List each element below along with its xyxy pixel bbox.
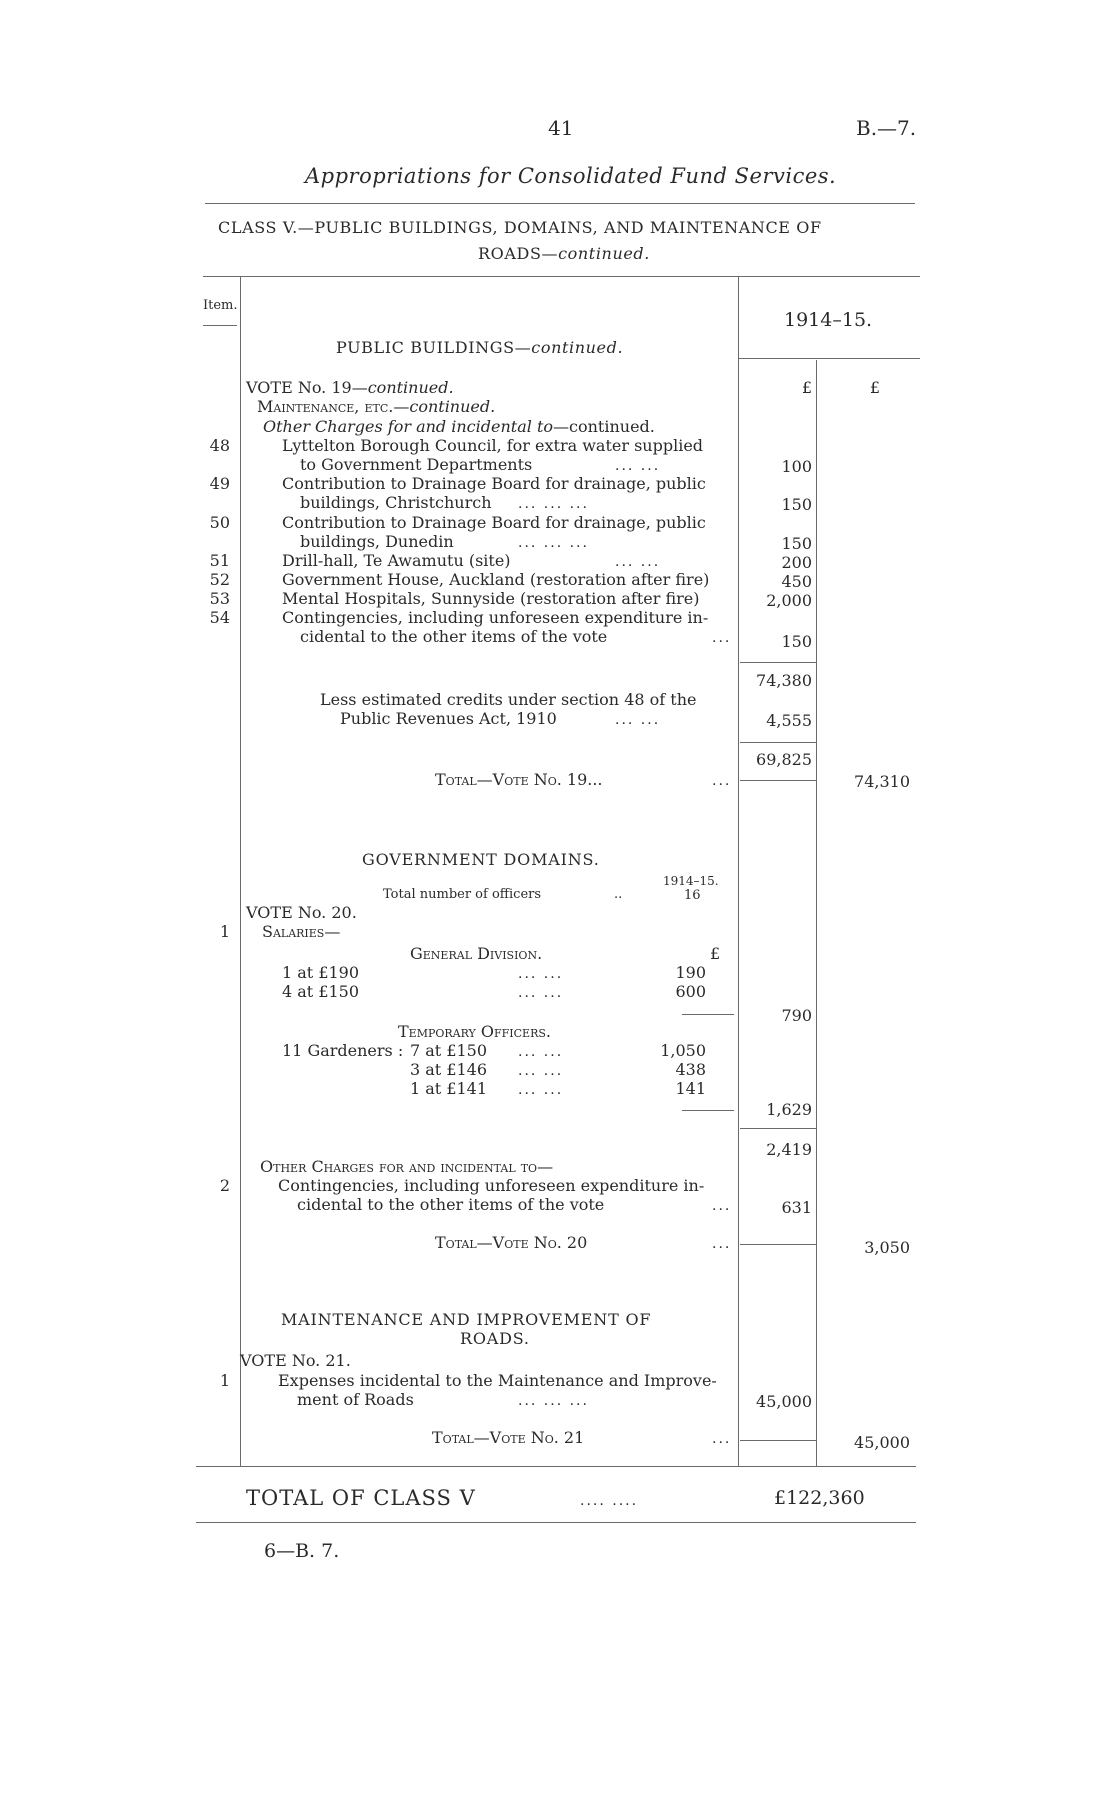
vote-20-heading: VOTE No. 20. bbox=[246, 903, 357, 922]
other-charges-tail: —continued. bbox=[553, 417, 655, 436]
officers-leader: .. bbox=[614, 887, 623, 902]
vote-19-total-rule bbox=[740, 780, 816, 781]
item-51-line1: Drill-hall, Te Awamutu (site) bbox=[282, 551, 511, 570]
item-54-line1: Contingencies, including unforeseen expenditure in- bbox=[282, 608, 709, 627]
vote-19-total-label: Total—Vote No. 19... bbox=[435, 770, 603, 789]
item-column-header: Item. bbox=[203, 298, 238, 313]
general-row-1-leader: ... ... bbox=[518, 966, 564, 982]
maintenance-main: Maintenance, etc.— bbox=[257, 397, 410, 416]
year-column-header: 1914–15. bbox=[784, 309, 873, 331]
signature-mark: 6—B. 7. bbox=[264, 1540, 340, 1562]
roads-item-leader: ... ... ... bbox=[518, 1393, 589, 1409]
less-credits-leader: ... ... bbox=[615, 712, 661, 728]
public-buildings-heading bbox=[336, 338, 623, 357]
item-53-line1: Mental Hospitals, Sunnyside (restoration after fire) bbox=[282, 589, 700, 608]
item-52-amount: 450 bbox=[781, 572, 812, 591]
header-rule bbox=[205, 203, 915, 204]
item-number-1-roads: 1 bbox=[219, 1371, 230, 1390]
vote-21-heading: VOTE No. 21. bbox=[240, 1351, 351, 1370]
vote-19-total-leader: ... bbox=[712, 773, 732, 789]
temp-row-2-amount: 438 bbox=[675, 1060, 706, 1079]
less-credits-amount: 4,555 bbox=[766, 711, 812, 730]
temporary-officers-total: 1,629 bbox=[766, 1100, 812, 1119]
temp-sum-rule bbox=[682, 1110, 734, 1111]
item-column-rule bbox=[240, 276, 241, 1466]
vote-20-total-label: Total—Vote No. 20 bbox=[435, 1233, 588, 1252]
item-50-leader: ... ... ... bbox=[518, 535, 589, 551]
item-under-rule bbox=[203, 325, 237, 326]
salaries-sum-rule bbox=[740, 1128, 816, 1129]
vote-21-total-leader: ... bbox=[712, 1431, 732, 1447]
net-rule-19 bbox=[740, 742, 816, 743]
salaries-heading: Salaries— bbox=[262, 922, 341, 941]
item-51-amount: 200 bbox=[781, 553, 812, 572]
temp-row-3-amount: 141 bbox=[675, 1079, 706, 1098]
item-number-49: 49 bbox=[209, 474, 230, 493]
vote-21-total: 45,000 bbox=[854, 1433, 910, 1452]
other-charges-heading bbox=[263, 417, 655, 436]
temp-row-2-label: 3 at £146 bbox=[410, 1060, 488, 1079]
general-row-2-amount: 600 bbox=[675, 982, 706, 1001]
class-total-leader: .... .... bbox=[580, 1493, 639, 1509]
temp-row-1-amount: 1,050 bbox=[660, 1041, 706, 1060]
vote-20-total-rule bbox=[740, 1244, 816, 1245]
item-50-line1: Contribution to Drainage Board for drainage, public bbox=[282, 513, 706, 532]
vote-21-total-rule bbox=[740, 1440, 816, 1441]
item-48-line1: Lyttelton Borough Council, for extra water supplied bbox=[282, 436, 704, 455]
vote-19-net: 69,825 bbox=[756, 750, 812, 769]
general-row-2-leader: ... ... bbox=[518, 985, 564, 1001]
class-heading-line2-main: ROADS— bbox=[478, 244, 559, 263]
domains-contingencies-line1: Contingencies, including unforeseen expenditure in- bbox=[278, 1176, 705, 1195]
amount-column-rule-mid bbox=[816, 360, 817, 1466]
item-48-amount: 100 bbox=[781, 457, 812, 476]
item-number-1-domains: 1 bbox=[219, 922, 230, 941]
item-51-leader: ... ... bbox=[615, 554, 661, 570]
item-50-line2: buildings, Dunedin bbox=[300, 532, 454, 551]
officers-label: Total number of officers bbox=[383, 887, 542, 902]
amount-column-rule-left bbox=[738, 276, 739, 1466]
domains-contingencies-line2: cidental to the other items of the vote bbox=[297, 1195, 605, 1214]
general-row-1-amount: 190 bbox=[675, 963, 706, 982]
domains-contingencies-amount: 631 bbox=[781, 1198, 812, 1217]
vote-19-subtotal: 74,380 bbox=[756, 671, 812, 690]
general-sum-rule bbox=[682, 1014, 734, 1015]
class-total-amount: £122,360 bbox=[774, 1487, 865, 1509]
class-heading-line2 bbox=[478, 244, 650, 263]
item-48-line2: to Government Departments bbox=[300, 455, 533, 474]
salaries-total: 2,419 bbox=[766, 1140, 812, 1159]
roads-heading-line1: MAINTENANCE AND IMPROVEMENT OF bbox=[281, 1310, 652, 1329]
vote-19-heading bbox=[246, 378, 454, 397]
officers-year: 1914–15. bbox=[663, 874, 719, 888]
item-50-amount: 150 bbox=[781, 534, 812, 553]
item-52-line1: Government House, Auckland (restoration after fire) bbox=[282, 570, 710, 589]
maintenance-heading bbox=[257, 397, 495, 416]
document-reference: B.—7. bbox=[856, 116, 917, 140]
roads-item-line1: Expenses incidental to the Maintenance and Improve- bbox=[278, 1371, 717, 1390]
pound-header-1: £ bbox=[801, 378, 812, 397]
general-row-2-label: 4 at £150 bbox=[282, 982, 360, 1001]
temp-row-3-label: 1 at £141 bbox=[410, 1079, 488, 1098]
general-pound-header: £ bbox=[710, 944, 721, 963]
vote-20-total-leader: ... bbox=[712, 1236, 732, 1252]
running-title: Appropriations for Consolidated Fund Services. bbox=[305, 164, 837, 188]
vote-19-italic: continued. bbox=[367, 378, 454, 397]
item-49-line1: Contribution to Drainage Board for drainage, public bbox=[282, 474, 706, 493]
general-row-1-label: 1 at £190 bbox=[282, 963, 360, 982]
vote-20-total: 3,050 bbox=[864, 1238, 910, 1257]
class-heading-line2-italic: continued. bbox=[558, 244, 650, 263]
vote-19-total: 74,310 bbox=[854, 772, 910, 791]
item-54-line2: cidental to the other items of the vote bbox=[300, 627, 608, 646]
item-number-50: 50 bbox=[209, 513, 230, 532]
item-number-52: 52 bbox=[209, 570, 230, 589]
general-division-total: 790 bbox=[781, 1006, 812, 1025]
year-under-rule bbox=[738, 358, 920, 359]
item-53-amount: 2,000 bbox=[766, 591, 812, 610]
other-charges-domains-heading: Other Charges for and incidental to— bbox=[260, 1157, 554, 1176]
table-top-rule bbox=[203, 276, 920, 277]
public-buildings-heading-italic: continued. bbox=[531, 338, 624, 357]
less-credits-line1: Less estimated credits under section 48 of the bbox=[320, 690, 697, 709]
officers-count: 16 bbox=[684, 888, 701, 903]
class-total-top-rule bbox=[196, 1466, 916, 1467]
class-total-label: TOTAL OF CLASS V bbox=[246, 1486, 476, 1510]
item-number-51: 51 bbox=[209, 551, 230, 570]
less-credits-line2: Public Revenues Act, 1910 bbox=[340, 709, 557, 728]
other-charges-italic: Other Charges for and incidental to bbox=[263, 417, 554, 436]
public-buildings-heading-main: PUBLIC BUILDINGS— bbox=[336, 338, 532, 357]
temp-row-1-label: 7 at £150 bbox=[410, 1041, 488, 1060]
roads-item-line2: ment of Roads bbox=[297, 1390, 414, 1409]
temporary-officers-heading: Temporary Officers. bbox=[398, 1022, 551, 1041]
government-domains-heading: GOVERNMENT DOMAINS. bbox=[362, 850, 600, 869]
item-54-amount: 150 bbox=[781, 632, 812, 651]
maintenance-italic: continued. bbox=[409, 397, 496, 416]
item-49-leader: ... ... ... bbox=[518, 496, 589, 512]
item-54-leader: ... bbox=[712, 630, 732, 646]
item-49-amount: 150 bbox=[781, 495, 812, 514]
item-number-53: 53 bbox=[209, 589, 230, 608]
page-number: 41 bbox=[548, 116, 574, 140]
temp-row-3-leader: ... ... bbox=[518, 1082, 564, 1098]
item-48-leader: ... ... bbox=[615, 458, 661, 474]
item-49-line2: buildings, Christchurch bbox=[300, 493, 492, 512]
domains-contingencies-leader: ... bbox=[712, 1198, 732, 1214]
class-total-bottom-rule bbox=[196, 1522, 916, 1523]
vote-19-main: VOTE No. 19— bbox=[246, 378, 368, 397]
subtotal-rule-19 bbox=[740, 662, 816, 663]
general-division-heading: General Division. bbox=[410, 944, 543, 963]
roads-item-amount: 45,000 bbox=[756, 1392, 812, 1411]
temp-row-1-leader: ... ... bbox=[518, 1044, 564, 1060]
class-heading-line1: CLASS V.—PUBLIC BUILDINGS, DOMAINS, AND MAINTENANCE OF bbox=[218, 218, 822, 237]
vote-21-total-label: Total—Vote No. 21 bbox=[432, 1428, 585, 1447]
gardeners-label: 11 Gardeners : bbox=[282, 1041, 404, 1060]
item-number-54: 54 bbox=[209, 608, 230, 627]
temp-row-2-leader: ... ... bbox=[518, 1063, 564, 1079]
pound-header-2: £ bbox=[869, 378, 880, 397]
roads-heading-line2: ROADS. bbox=[460, 1329, 530, 1348]
item-number-48: 48 bbox=[209, 436, 230, 455]
item-number-2-domains: 2 bbox=[219, 1176, 230, 1195]
